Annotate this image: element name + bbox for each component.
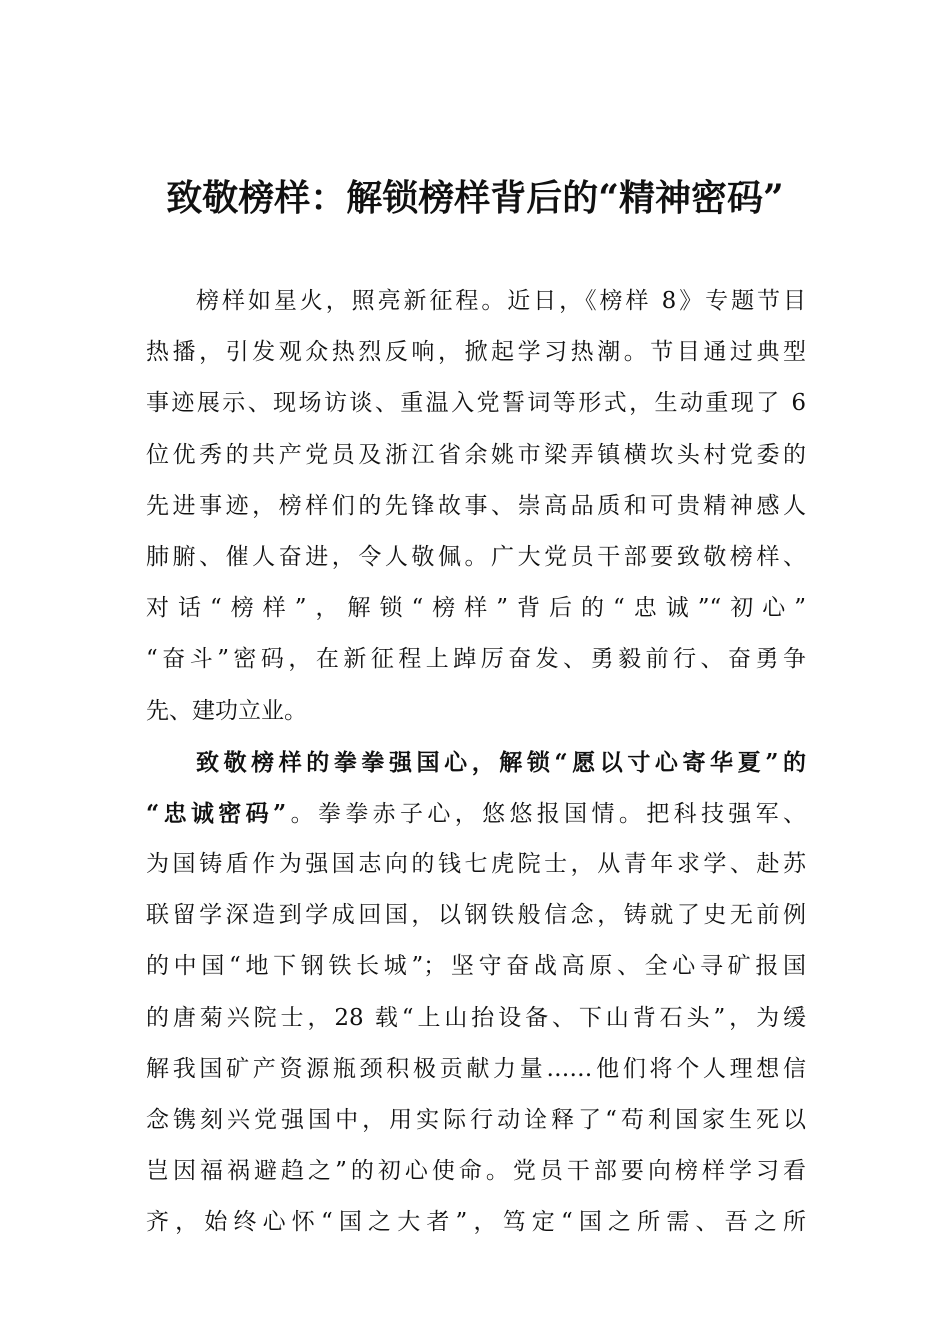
paragraph-1-line: 事迹展示、现场访谈、重温入党誓词等形式，生动重现了 6	[146, 390, 806, 417]
paragraph-2-line: 解我国矿产资源瓶颈积极贡献力量……他们将个人理想信	[146, 1055, 806, 1082]
document-title: 致敬榜样：解锁榜样背后的“精神密码”	[166, 177, 784, 219]
paragraph-2-heading-end: “忠诚密码”	[146, 799, 287, 827]
paragraph-2-line: 的中国“地下钢铁长城”；坚守奋战高原、全心寻矿报国	[146, 953, 806, 980]
paragraph-2-heading-line: 致敬榜样的拳拳强国心，解锁“愿以寸心寄华夏”的	[196, 748, 806, 776]
paragraph-2-line-rest: 。拳拳赤子心，悠悠报国情。把科技强军、	[286, 800, 807, 827]
paragraph-1-line: 对话“榜样”，解锁“榜样”背后的“忠诚”“初心”	[146, 595, 806, 622]
paragraph-2-line	[146, 788, 806, 839]
paragraph-1-line: 位优秀的共产党员及浙江省余姚市梁弄镇横坎头村党委的	[146, 441, 806, 468]
paragraph-2-line: 的唐菊兴院士，28 载“上山抬设备、下山背石头”，为缓	[146, 1004, 806, 1031]
paragraph-1-line: 榜样如星火，照亮新征程。近日，《榜样 8》专题节目	[196, 288, 806, 314]
paragraph-1-line: 肺腑、催人奋进，令人敬佩。广大党员干部要致敬榜样、	[146, 543, 806, 570]
paragraph-2-line: 岂因福祸避趋之”的初心使命。党员干部要向榜样学习看	[146, 1158, 806, 1185]
document-body	[146, 276, 806, 1249]
paragraph-2-line: 念镌刻兴党强国中，用实际行动诠释了“苟利国家生死以	[146, 1107, 806, 1133]
paragraph-1-line: 先进事迹，榜样们的先锋故事、崇高品质和可贵精神感人	[146, 492, 806, 519]
paragraph-2-line: 为国铸盾作为强国志向的钱七虎院士，从青年求学、赴苏	[146, 851, 806, 878]
paragraph-1-line: “奋斗”密码，在新征程上踔厉奋发、勇毅前行、奋勇争	[146, 646, 806, 673]
paragraph-2-line: 齐，始终心怀“国之大者”，笃定“国之所需、吾之所	[146, 1209, 806, 1236]
paragraph-2-line: 联留学深造到学成回国，以钢铁般信念，铸就了史无前例	[146, 902, 806, 929]
paragraph-1-line: 热播，引发观众热烈反响，掀起学习热潮。节目通过典型	[146, 339, 806, 366]
paragraph-1-line: 先、建功立业。	[146, 697, 307, 724]
